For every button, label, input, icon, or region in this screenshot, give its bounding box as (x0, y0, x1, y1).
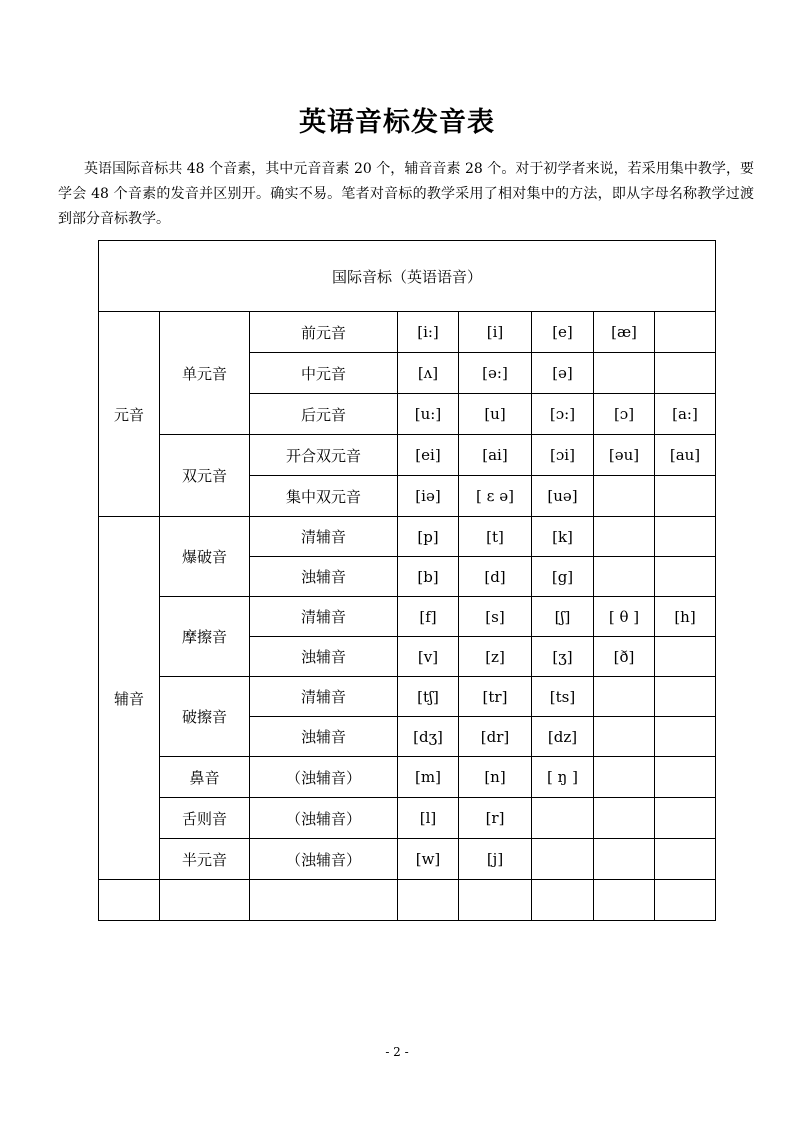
group-plosives: 爆破音 (160, 517, 250, 597)
intro-paragraph: 英语国际音标共 48 个音素，其中元音音素 20 个，辅音音素 28 个。对于初学者来说，若采用集中教学，要学会 48 个音素的发音并区别开。确实不易。笔者对音标的教学采用了相对集中的方法，即从字母名称教学过渡到部分音标教学。 (58, 161, 754, 227)
table-row (99, 597, 716, 637)
ipa-cell (655, 839, 716, 880)
ipa-cell: [ʌ] (398, 353, 459, 394)
ipa-cell (594, 757, 655, 798)
row-label: 清辅音 (250, 597, 398, 637)
group-laterals: 舌则音 (160, 798, 250, 839)
ipa-cell: [n] (459, 757, 532, 798)
row-label: （浊辅音） (250, 757, 398, 798)
ipa-cell: [d] (459, 557, 532, 597)
ipa-cell: [r] (459, 798, 532, 839)
ipa-cell: [dz] (532, 717, 594, 757)
empty-cell (532, 880, 594, 921)
row-label: （浊辅音） (250, 839, 398, 880)
ipa-cell: [ θ ] (594, 597, 655, 637)
row-label: 浊辅音 (250, 717, 398, 757)
ipa-cell: [tr] (459, 677, 532, 717)
ipa-cell: [v] (398, 637, 459, 677)
ipa-cell: [au] (655, 435, 716, 476)
empty-cell (398, 880, 459, 921)
ipa-cell (594, 677, 655, 717)
table-row (99, 435, 716, 476)
empty-cell (594, 880, 655, 921)
empty-cell (160, 880, 250, 921)
category-vowels: 元音 (99, 312, 160, 517)
ipa-cell: [i:] (398, 312, 459, 353)
ipa-cell: [ð] (594, 637, 655, 677)
row-label: 集中双元音 (250, 476, 398, 517)
empty-cell (459, 880, 532, 921)
row-label: 清辅音 (250, 517, 398, 557)
ipa-cell: [l] (398, 798, 459, 839)
ipa-cell: [u:] (398, 394, 459, 435)
ipa-cell: [b] (398, 557, 459, 597)
ipa-cell: [g] (532, 557, 594, 597)
ipa-cell (594, 557, 655, 597)
ipa-cell: [u] (459, 394, 532, 435)
ipa-cell: [z] (459, 637, 532, 677)
row-label: 后元音 (250, 394, 398, 435)
ipa-cell (655, 757, 716, 798)
row-label: 前元音 (250, 312, 398, 353)
ipa-cell: [k] (532, 517, 594, 557)
ipa-cell (594, 476, 655, 517)
group-fricatives: 摩擦音 (160, 597, 250, 677)
ipa-cell: [ ŋ ] (532, 757, 594, 798)
table-row (99, 757, 716, 798)
ipa-cell: [ʃ] (532, 597, 594, 637)
row-label: 浊辅音 (250, 637, 398, 677)
ipa-cell: [iə] (398, 476, 459, 517)
ipa-cell (655, 717, 716, 757)
ipa-cell: [ ε ə] (459, 476, 532, 517)
ipa-cell: [w] (398, 839, 459, 880)
ipa-table (98, 240, 716, 921)
ipa-cell: [ə] (532, 353, 594, 394)
ipa-cell (655, 637, 716, 677)
ipa-cell: [uə] (532, 476, 594, 517)
ipa-cell (655, 353, 716, 394)
ipa-cell: [h] (655, 597, 716, 637)
ipa-cell (655, 557, 716, 597)
ipa-cell (655, 517, 716, 557)
empty-cell (250, 880, 398, 921)
ipa-cell: [ɔi] (532, 435, 594, 476)
table-row (99, 677, 716, 717)
row-label: 浊辅音 (250, 557, 398, 597)
table-row (99, 798, 716, 839)
ipa-cell: [a:] (655, 394, 716, 435)
ipa-cell: [p] (398, 517, 459, 557)
ipa-cell: [ɔ] (594, 394, 655, 435)
ipa-cell: [j] (459, 839, 532, 880)
ipa-cell (594, 839, 655, 880)
row-label: 清辅音 (250, 677, 398, 717)
ipa-cell: [ɔ:] (532, 394, 594, 435)
ipa-cell (655, 476, 716, 517)
table-header: 国际音标（英语语音） (99, 241, 716, 312)
ipa-cell: [əu] (594, 435, 655, 476)
ipa-cell (655, 312, 716, 353)
ipa-cell: [i] (459, 312, 532, 353)
table-row-empty (99, 880, 716, 921)
ipa-cell: [ʒ] (532, 637, 594, 677)
table-row (99, 312, 716, 353)
ipa-cell (532, 839, 594, 880)
ipa-cell: [e] (532, 312, 594, 353)
row-label: 开合双元音 (250, 435, 398, 476)
ipa-cell (594, 353, 655, 394)
ipa-cell: [s] (459, 597, 532, 637)
ipa-cell: [æ] (594, 312, 655, 353)
ipa-cell: [dʒ] (398, 717, 459, 757)
ipa-cell (655, 677, 716, 717)
ipa-cell (655, 798, 716, 839)
page-number: - 2 - (385, 1045, 409, 1059)
row-label: 中元音 (250, 353, 398, 394)
ipa-cell: [m] (398, 757, 459, 798)
group-diphthongs: 双元音 (160, 435, 250, 517)
ipa-cell: [ə:] (459, 353, 532, 394)
ipa-cell: [t] (459, 517, 532, 557)
empty-cell (99, 880, 160, 921)
ipa-cell: [dr] (459, 717, 532, 757)
group-nasals: 鼻音 (160, 757, 250, 798)
group-semivowels: 半元音 (160, 839, 250, 880)
ipa-cell: [tʃ] (398, 677, 459, 717)
ipa-cell (594, 798, 655, 839)
ipa-cell (594, 517, 655, 557)
group-monophthongs: 单元音 (160, 312, 250, 435)
table-row (99, 517, 716, 557)
category-consonants: 辅音 (99, 517, 160, 880)
ipa-cell: [ai] (459, 435, 532, 476)
empty-cell (655, 880, 716, 921)
ipa-cell (594, 717, 655, 757)
ipa-cell: [ei] (398, 435, 459, 476)
ipa-cell: [ts] (532, 677, 594, 717)
row-label: （浊辅音） (250, 798, 398, 839)
ipa-cell: [f] (398, 597, 459, 637)
group-affricates: 破擦音 (160, 677, 250, 757)
page-title: 英语音标发音表 (299, 107, 495, 138)
table-row (99, 839, 716, 880)
ipa-cell (532, 798, 594, 839)
